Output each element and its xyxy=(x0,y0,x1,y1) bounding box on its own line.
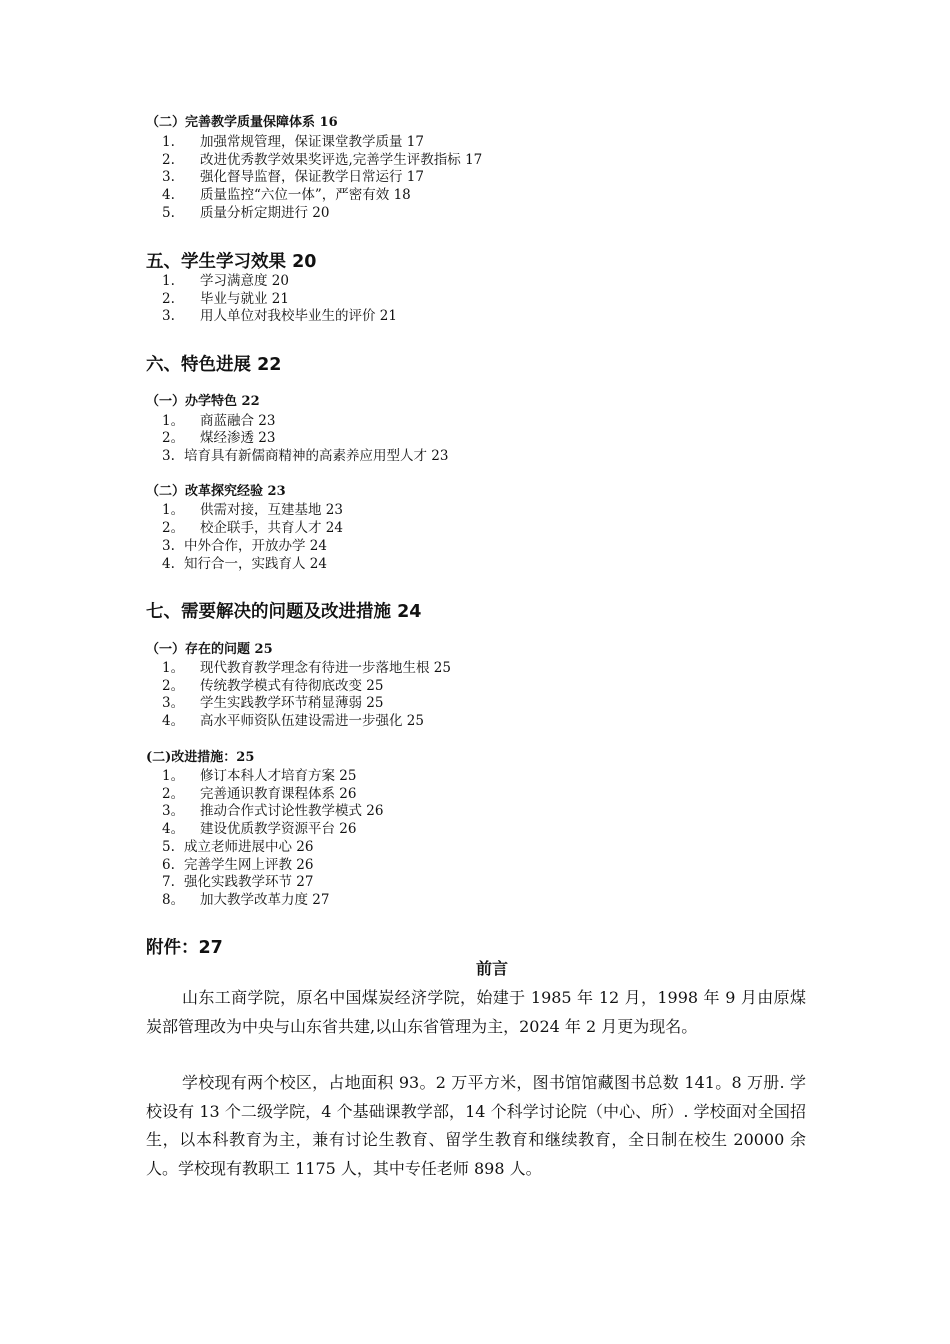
toc-item-text: 加强常规管理，保证课堂教学质量 17 xyxy=(200,134,424,150)
toc-item-number: 6. xyxy=(162,857,175,873)
toc-item xyxy=(162,447,448,465)
preface-title: 前言 xyxy=(476,959,509,978)
toc-item xyxy=(162,168,424,186)
toc-item-text: 煤经渗透 23 xyxy=(200,430,276,446)
toc-item-number: 1. xyxy=(162,134,175,150)
toc-item-text: 知行合一，实践育人 24 xyxy=(184,556,327,572)
toc-item-text: 质量监控“六位一体”，严密有效 18 xyxy=(200,187,411,203)
toc-subsection-title: (二)改进措施：25 xyxy=(146,750,255,765)
toc-item-text: 学生实践教学环节稍显薄弱 25 xyxy=(200,695,384,711)
toc-item-number: 1。 xyxy=(162,502,185,518)
toc-item-text: 强化督导监督，保证教学日常运行 17 xyxy=(200,169,424,185)
toc-item-number: 1。 xyxy=(162,660,185,676)
toc-item xyxy=(162,838,313,856)
toc-item-text: 高水平师资队伍建设需进一步强化 25 xyxy=(200,713,424,729)
toc-item-number: 2。 xyxy=(162,678,185,694)
toc-item-text: 用人单位对我校毕业生的评价 21 xyxy=(200,308,397,324)
toc-item-number: 2. xyxy=(162,291,175,307)
preface-paragraph: 山东工商学院，原名中国煤炭经济学院，始建于 1985 年 12 月，1998 年 9 月由原煤炭部管理改为中央与山东省共建,以山东省管理为主，2024 年 2 月更为现名。 xyxy=(146,988,806,1036)
toc-item-number: 3。 xyxy=(162,803,185,819)
toc-item xyxy=(162,856,313,874)
toc-subsection-title: （二）完善教学质量保障体系 16 xyxy=(146,115,338,130)
toc-item xyxy=(162,785,356,803)
toc-appendix: 附件：27 xyxy=(146,938,223,958)
toc-item-number: 1. xyxy=(162,273,175,289)
toc-item-number: 1。 xyxy=(162,768,185,784)
toc-item xyxy=(162,537,327,555)
toc-item-text: 培育具有新儒商精神的高素养应用型人才 23 xyxy=(184,448,449,464)
toc-item-number: 4。 xyxy=(162,821,185,837)
toc-item xyxy=(162,712,424,730)
preface-paragraph: 学校现有两个校区，占地面积 93。2 万平方米，图书馆馆藏图书总数 141。8 万册. 学校设有 13 个二级学院，4 个基础课教学部，14 个科学讨论院（中心、所）. 学校面对全国招生，以本科教育为主，兼有讨论生教育、留学生教育和继续教育，全日制在校生 20000 余人。学校现有教职工 1175 人，其中专任老师 898 人。 xyxy=(146,1073,806,1178)
toc-item xyxy=(162,133,424,151)
toc-item-text: 传统教学模式有待彻底改变 25 xyxy=(200,678,384,694)
toc-item xyxy=(162,186,411,204)
toc-item-text: 现代教育教学理念有待进一步落地生根 25 xyxy=(200,660,451,676)
toc-item-text: 改进优秀教学效果奖评选,完善学生评教指标 17 xyxy=(200,152,483,168)
toc-item-number: 2。 xyxy=(162,430,185,446)
toc-item-text: 毕业与就业 21 xyxy=(200,291,289,307)
toc-item xyxy=(162,891,329,909)
toc-item-number: 3. xyxy=(162,308,175,324)
toc-item-text: 加大教学改革力度 27 xyxy=(200,892,330,908)
toc-item xyxy=(162,307,397,325)
toc-item-number: 3. xyxy=(162,448,175,464)
toc-subsection-title: （一）存在的问题 25 xyxy=(146,642,273,657)
toc-item xyxy=(162,659,451,677)
toc-item xyxy=(162,272,289,290)
toc-item-text: 质量分析定期进行 20 xyxy=(200,205,330,221)
toc-item-number: 4。 xyxy=(162,713,185,729)
toc-subsection-title: （一）办学特色 22 xyxy=(146,394,260,409)
toc-item xyxy=(162,290,289,308)
toc-item xyxy=(162,151,482,169)
toc-item-text: 强化实践教学环节 27 xyxy=(184,874,314,890)
toc-section-title: 六、特色进展 22 xyxy=(146,355,282,375)
toc-item xyxy=(162,429,275,447)
toc-item-text: 成立老师进展中心 26 xyxy=(184,839,314,855)
toc-item-number: 3. xyxy=(162,169,175,185)
toc-item xyxy=(162,519,343,537)
toc-item-number: 1。 xyxy=(162,413,185,429)
toc-item-number: 4. xyxy=(162,187,175,203)
toc-item-text: 完善通识教育课程体系 26 xyxy=(200,786,357,802)
toc-item xyxy=(162,204,329,222)
toc-item xyxy=(162,694,383,712)
toc-item xyxy=(162,412,275,430)
toc-item xyxy=(162,767,356,785)
toc-item-number: 7. xyxy=(162,874,175,890)
toc-item xyxy=(162,677,383,695)
toc-section-title: 五、学生学习效果 20 xyxy=(146,252,317,272)
toc-item-text: 推动合作式讨论性教学模式 26 xyxy=(200,803,384,819)
toc-item-number: 5. xyxy=(162,839,175,855)
toc-item-text: 中外合作，开放办学 24 xyxy=(184,538,327,554)
toc-item-number: 5. xyxy=(162,205,175,221)
toc-item-text: 学习满意度 20 xyxy=(200,273,289,289)
toc-item xyxy=(162,555,327,573)
toc-item-number: 2。 xyxy=(162,520,185,536)
toc-subsection-title: （二）改革探究经验 23 xyxy=(146,484,286,499)
toc-item-number: 3。 xyxy=(162,695,185,711)
toc-item-number: 2。 xyxy=(162,786,185,802)
toc-item xyxy=(162,873,313,891)
toc-item-text: 供需对接，互建基地 23 xyxy=(200,502,343,518)
toc-item-text: 校企联手，共育人才 24 xyxy=(200,520,343,536)
toc-item-number: 3. xyxy=(162,538,175,554)
toc-item xyxy=(162,802,383,820)
toc-item-text: 完善学生网上评教 26 xyxy=(184,857,314,873)
toc-item-text: 建设优质教学资源平台 26 xyxy=(200,821,357,837)
toc-item-text: 商蓝融合 23 xyxy=(200,413,276,429)
toc-item-text: 修订本科人才培育方案 25 xyxy=(200,768,357,784)
toc-item-number: 2. xyxy=(162,152,175,168)
toc-item-number: 8。 xyxy=(162,892,185,908)
toc-item xyxy=(162,820,356,838)
toc-section-title: 七、需要解决的问题及改进措施 24 xyxy=(146,602,422,622)
toc-item-number: 4. xyxy=(162,556,175,572)
toc-item xyxy=(162,501,343,519)
